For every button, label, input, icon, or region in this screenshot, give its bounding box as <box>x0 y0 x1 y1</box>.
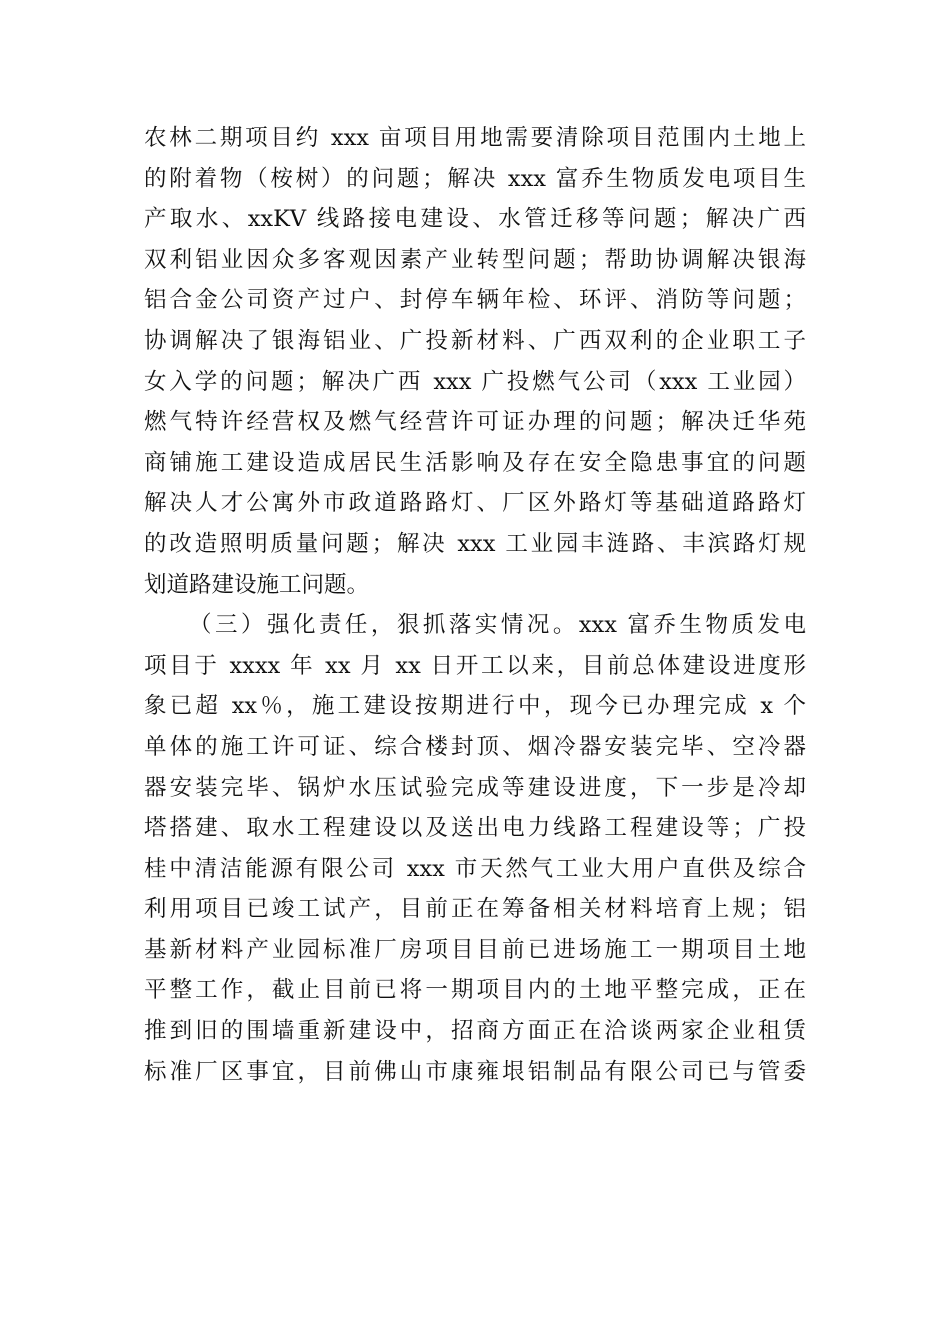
paragraph-2-line-7: 桂中清洁能源有限公司 xxx 市天然气工业大用户直供及综合 <box>144 855 806 882</box>
body-text <box>144 118 806 1092</box>
paragraph-2-line-4: 单体的施工许可证、综合楼封顶、烟冷器安装完毕、空冷器 <box>144 733 806 760</box>
paragraph-2-line-3: 象已超 xx％，施工建设按期进行中，现今已办理完成 x 个 <box>144 693 806 720</box>
paragraph-1-line-1: 农林二期项目约 xxx 亩项目用地需要清除项目范围内土地上 <box>144 125 806 151</box>
paragraph-1-line-7: 女入学的问题；解决广西 xxx 广投燃气公司（xxx 工业园） <box>144 368 806 395</box>
paragraph-1-line-10: 解决人才公寓外市政道路路灯、厂区外路灯等基础道路路灯 <box>144 490 806 517</box>
paragraph-1-line-6: 协调解决了银海铝业、广投新材料、广西双利的企业职工子 <box>144 327 806 354</box>
paragraph-1-line-11: 的改造照明质量问题；解决 xxx 工业园丰涟路、丰滨路灯规 <box>144 530 806 557</box>
paragraph-2-line-1: （三）强化责任，狠抓落实情况。xxx 富乔生物质发电 <box>189 612 806 639</box>
paragraph-2-line-8: 利用项目已竣工试产，目前正在筹备相关材料培育上规；铝 <box>144 896 806 923</box>
paragraph-2-line-11: 推到旧的围墙重新建设中，招商方面正在洽谈两家企业租赁 <box>144 1018 806 1045</box>
paragraph-1-line-9: 商铺施工建设造成居民生活影响及存在安全隐患事宜的问题 <box>144 449 806 476</box>
paragraph-2-line-10: 平整工作，截止目前已将一期项目内的土地平整完成，正在 <box>144 977 806 1004</box>
paragraph-1-line-12: 划道路建设施工问题。 <box>144 571 370 598</box>
paragraph-1-line-2: 的附着物（桉树）的问题；解决 xxx 富乔生物质发电项目生 <box>144 165 806 192</box>
paragraph-2-line-2: 项目于 xxxx 年 xx 月 xx 日开工以来，目前总体建设进度形 <box>144 652 806 679</box>
paragraph-2-line-6: 塔搭建、取水工程建设以及送出电力线路工程建设等；广投 <box>144 815 806 842</box>
paragraph-2-line-12: 标准厂区事宜，目前佛山市康雍垠铝制品有限公司已与管委 <box>144 1058 806 1085</box>
paragraph-1-line-3: 产取水、xxKV 线路接电建设、水管迁移等问题；解决广西 <box>144 206 806 233</box>
paragraph-2-line-5: 器安装完毕、锅炉水压试验完成等建设进度，下一步是冷却 <box>144 774 806 801</box>
paragraph-1-line-4: 双利铝业因众多客观因素产业转型问题；帮助协调解决银海 <box>144 246 806 273</box>
paragraph-1-line-5: 铝合金公司资产过户、封停车辆年检、环评、消防等问题； <box>144 287 806 314</box>
paragraph-1-line-8: 燃气特许经营权及燃气经营许可证办理的问题；解决迁华苑 <box>144 409 806 436</box>
paragraph-2-line-9: 基新材料产业园标准厂房项目目前已进场施工一期项目土地 <box>144 936 806 963</box>
